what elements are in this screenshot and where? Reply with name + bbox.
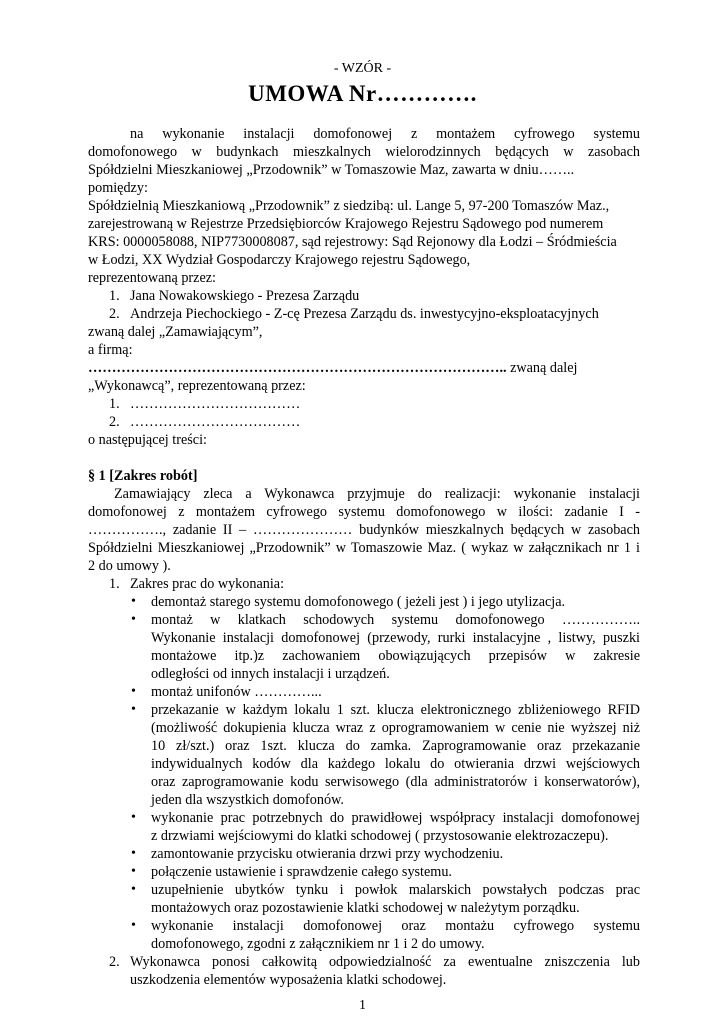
intro-line: a firmą: — [88, 342, 133, 358]
intro-line: o następującej treści: — [88, 432, 207, 448]
contractor-representative: ……………………………… — [130, 414, 301, 430]
bullet-text: wykonanie instalacji domofonowej oraz montażu cyfrowego systemu — [151, 918, 640, 934]
bullet-text: z drzwiami wejściowymi do klatki schodowej ( przystosowanie elektrozaczepu). — [151, 828, 609, 844]
bullet-icon: • — [131, 684, 136, 699]
contract-title: UMOWA Nr…………. — [248, 81, 477, 106]
intro-line: Spółdzielni Mieszkaniowej „Przodownik” w Tomaszowie Maz, zawarta w dniu…….. — [88, 162, 575, 178]
representative: Andrzeja Piechockiego - Z-cę Prezesa Zarządu ds. inwestycyjno-eksploatacyjnych — [130, 306, 599, 322]
bullet-icon: • — [131, 810, 136, 825]
intro-line: domofonowego w budynkach mieszkalnych wielorodzinnych będących w zasobach — [88, 144, 640, 160]
list-item: Wykonawca ponosi całkowitą odpowiedzialność za ewentualne zniszczenia lub — [130, 954, 640, 970]
intro-line: zwaną dalej „Zamawiającym”, — [88, 324, 263, 340]
bullet-icon: • — [131, 864, 136, 879]
section-paragraph: ……………., zadanie II – ………………… budynków mieszkalnych będących w zasobach — [88, 522, 640, 538]
intro-line: zarejestrowaną w Rejestrze Przedsiębiorców Krajowego Rejestru Sądowego pod numerem — [88, 216, 604, 232]
section-paragraph: Zamawiający zleca a Wykonawca przyjmuje do realizacji: wykonanie instalacji — [114, 486, 640, 502]
intro-line: „Wykonawcą”, reprezentowaną przez: — [88, 378, 306, 394]
section-heading: § 1 [Zakres robót] — [88, 468, 198, 484]
page-number: 1 — [359, 998, 366, 1013]
bullet-text: połączenie ustawienie i sprawdzenie całego systemu. — [151, 864, 452, 880]
bullet-text: zamontowanie przycisku otwierania drzwi przy wychodzeniu. — [151, 846, 504, 862]
list-number: 2. — [109, 954, 120, 970]
bullet-text: jeden dla wszystkich domofonów. — [151, 792, 344, 808]
list-number: 1. — [109, 396, 120, 412]
bullet-text: montaż w klatkach schodowych systemu domofonowego …………….. — [151, 612, 640, 628]
bullet-text: wykonanie prac potrzebnych do prawidłowej współpracy instalacji domofonowej — [151, 810, 640, 826]
bullet-icon: • — [131, 702, 136, 717]
bullet-text: demontaż starego systemu domofonowego ( jeżeli jest ) i jego utylizacja. — [151, 594, 566, 610]
representative: Jana Nowakowskiego - Prezesa Zarządu — [130, 288, 360, 304]
list-number: 2. — [109, 306, 120, 322]
list-item: uszkodzenia elementów wyposażenia klatki schodowej. — [130, 972, 447, 988]
bullet-text: odległości od innych instalacji i urządzeń. — [151, 666, 390, 682]
contractor-blank: …………………………………………………………………………….. — [88, 360, 507, 376]
bullet-text: montażowe itp.)z zachowaniem obowiązujących przepisów w zakresie — [151, 648, 640, 664]
bullet-icon: • — [131, 612, 136, 627]
section-paragraph: domofonowej z montażem cyfrowego systemu domofonowego w ilości: zadanie I - — [88, 504, 640, 520]
bullet-icon: • — [131, 594, 136, 609]
contractor-representative: ……………………………… — [130, 396, 301, 412]
list-number: 1. — [109, 288, 120, 304]
bullet-icon: • — [131, 846, 136, 861]
bullet-text: montażowych oraz pozostawienie klatki schodowej w należytym porządku. — [151, 900, 580, 916]
intro-line: reprezentowaną przez: — [88, 270, 216, 286]
intro-line: w Łodzi, XX Wydział Gospodarczy Krajowego rejestru Sądowego, — [88, 252, 471, 268]
list-number: 1. — [109, 576, 120, 592]
section-paragraph: 2 do umowy ). — [88, 558, 171, 574]
contractor-suffix: zwaną dalej — [506, 360, 578, 376]
bullet-text: Wykonanie instalacji domofonowej (przewody, rurki instalacyjne , listwy, puszki — [151, 630, 640, 646]
section-paragraph: Spółdzielni Mieszkaniowej „Przodownik” w Tomaszowie Maz. ( wykaz w załącznikach nr 1 i — [88, 540, 640, 556]
intro-line: KRS: 0000058088, NIP7730008087, sąd rejestrowy: Sąd Rejonowy dla Łodzi – Śródmieścia — [88, 234, 617, 250]
bullet-text: oraz zaprogramowanie kodu serwisowego (dla administratorów i konserwatorów), — [151, 774, 640, 790]
template-label: - WZÓR - — [333, 61, 392, 76]
bullet-text: przekazanie w każdym lokalu 1 szt. klucza elektronicznego zbliżeniowego RFID — [151, 702, 640, 718]
bullet-text: montaż unifonów …………... — [151, 684, 322, 700]
intro-line: Spółdzielnią Mieszkaniową „Przodownik” z siedzibą: ul. Lange 5, 97-200 Tomaszów Maz., — [88, 198, 610, 214]
list-item: Zakres prac do wykonania: — [130, 576, 285, 592]
bullet-text: indywidualnych kodów dla każdego lokalu do otwierania drzwi wejściowych — [151, 756, 640, 772]
bullet-text: domofonowego, zgodni z załącznikiem nr 1 i 2 do umowy. — [151, 936, 485, 952]
intro-line: na wykonanie instalacji domofonowej z montażem cyfrowego systemu — [130, 126, 640, 142]
bullet-text: uzupełnienie ubytków tynku i powłok malarskich powstałych podczas prac — [151, 882, 640, 898]
list-number: 2. — [109, 414, 120, 430]
bullet-text: 10 zł/szt.) oraz 1szt. klucza do zamka. Zaprogramowanie oraz przekazanie — [151, 738, 640, 754]
intro-line: pomiędzy: — [88, 180, 148, 196]
bullet-icon: • — [131, 882, 136, 897]
contractor-line — [88, 359, 577, 377]
bullet-text: (możliwość dokupienia klucza wraz z oprogramowaniem w cenie nie wyższej niż — [151, 720, 640, 736]
bullet-icon: • — [131, 918, 136, 933]
